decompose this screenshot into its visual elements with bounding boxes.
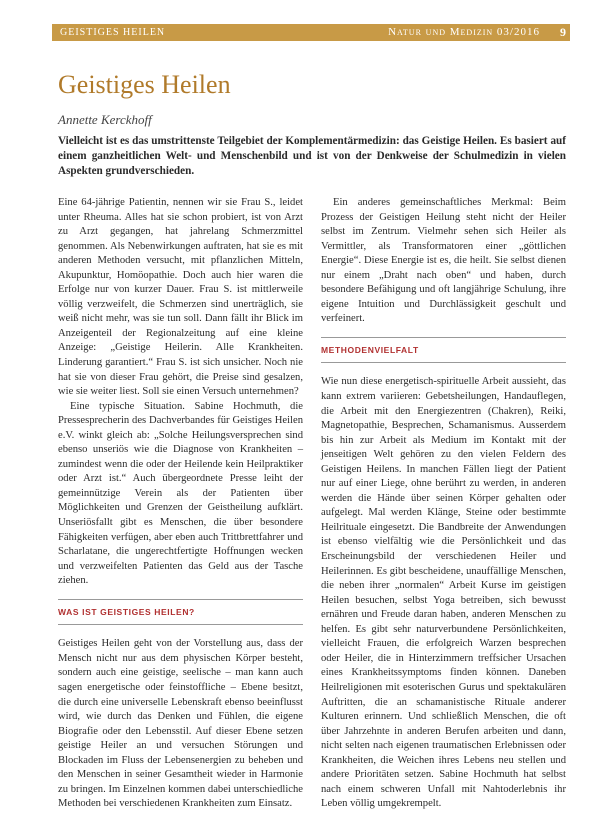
article-lead: Vielleicht ist es das umstrittenste Teilgebiet der Komplementärmedizin: das Geistige Heilen. Es basiert auf einem ganzheitlichen Welt- und Menschenbild und ist von der Denkweise der Schulmedizin in vielen Aspekten grundverschieden. bbox=[58, 135, 566, 178]
paragraph: Ein anderes gemeinschaftliches Merkmal: Beim Prozess der Geistigen Heilung steht nicht der Heiler selbst im Zentrum. Vielmehr sehen sich Heiler als Vermittler, als Transformatoren einer „göttlichen Energie“. Diese Energie ist es, die heilt. Sie selbst dienen nur einem „Draht nach oben“ und haben, durch besondere Befähigung und oft langjährige Schulung, ihre eigene Intuition und Durchlässigkeit geschult und verfeinert. bbox=[321, 197, 566, 325]
paragraph: Wie nun diese energetisch-spirituelle Arbeit aussieht, das kann extrem variieren: Gebetsheilungen, Handauflegen, die Arbeit mit den Energiezentren (Chakren), Reiki, Magnetopathie, Besprechen, Schamanismus. Ausserdem bis hin zur Arbeit als Medium im Kontakt mit der jenseitigen Welt gehören zu den vielen Feldern des Geistigen Heilens. In manchen Fällen liegt der Patient nur auf einer Liege, ohne berührt zu werden, in anderen werden die Hände über seinen Körper gehalten oder aufgelegt. Mal werden Klänge, Steine oder bestimmte Heilrituale eingesetzt. Die Bandbreite der Anwendungen ist ebenso vielfältig wie die Persönlichkeit und das Erscheinungsbild der verschiedenen Heiler und Heilerinnen. Es gibt bescheidene, unauffällige Menschen, die neben ihrer „normalen“ Arbeit Kurse im geistigen Heilen besuchen, selbst Yoga betreiben, sich bewusst ernähren und Freude daran haben, anderen Menschen zu helfen. Es gibt sehr naturverbundene Persönlichkeiten, vielleicht Frauen, die erfolgreich Warzen besprechen oder Heiler, die in Hinterzimmern treffsicher Ursachen eines Krankheitssymptoms finden können. Daneben Heilreligionen mit esoterischen Gurus und spektakulären Auftritten, die an schamanistische Rituale anderer Kulturen erinnern. Und schließlich Menschen, die oft über Jahrzehnte in anderen Berufen arbeiten und dann, nicht selten nach eigenen traumatischen Erlebnissen oder Krankheiten, die Weichen ihres Lebens neu stellen und andere Prioritäten setzen. Sabine Hochmuth hat selbst nach einem schweren Unfall mit Nahtoderlebnis ihr Leben völlig umgekrempelt. bbox=[321, 376, 566, 810]
text-column-right bbox=[321, 196, 566, 812]
article-title: Geistiges Heilen bbox=[58, 70, 231, 99]
text-column-left bbox=[58, 196, 303, 812]
article-author: Annette Kerckhoff bbox=[58, 112, 152, 127]
page-number: 9 bbox=[560, 25, 566, 39]
paragraph: Eine typische Situation. Sabine Hochmuth, die Pressesprecherin des Dachverbandes für Geistiges Heilen e.V. winkt gleich ab: „Solche Heilungsversprechen sind ebenso unseriös wie die Diagnose von Krankheiten – zumindest wenn die oder der Heilende kein Heilpraktiker oder Arzt ist.“ Auch übergeordnete Presse leiht der gemeinnützige Verein als der Patienten über Möglichkeiten und Grenzen der Geistheilung aufklärt. Unseriösfallt gibt es Menschen, die über besondere Fähigkeiten verfügen, aber eben auch Trittbrettfahrer und Scharlatane, die ungerechtfertigte Hoffnungen wecken und verzweifelten Patienten das Geld aus der Tasche ziehen. bbox=[58, 400, 303, 587]
section-heading: WAS IST GEISTIGES HEILEN? bbox=[58, 599, 303, 626]
paragraph: Eine 64-jährige Patientin, nennen wir sie Frau S., leidet unter Rheuma. Alles hat sie schon probiert, ist von Arzt zu Arzt gegangen, hat jahrelang Schmerzmittel genommen. Als Nebenwirkungen auftraten, hat sie es mit anderen Methoden versucht, mit pflanzlichen Mitteln, Akupunktur, Homöopathie. Doch auch hier waren die Erfolge nur von kurzer Dauer. Frau S. ist mittlerweile völlig verzweifelt, die Schmerzen sind unerträglich, sie weiß nicht mehr, was sie tun soll. Dann fällt ihr Blick im Anzeigenteil der Regionalzeitung auf eine kleine Anzeige: „Geistige Heilerin. Alle Krankheiten. Linderung garantiert.“ Frau S. ist sich unsicher. Noch nie hat sie von dieser Frau gehört, die Preise sind gesalzen, wie sie weiter liest. Soll sie einen Versuch unternehmen? bbox=[58, 197, 303, 398]
section-heading: METHODENVIELFALT bbox=[321, 337, 566, 364]
running-header bbox=[52, 24, 570, 41]
section-label: GEISTIGES HEILEN bbox=[60, 27, 166, 38]
paragraph: Geistiges Heilen geht von der Vorstellung aus, dass der Mensch nicht nur aus dem physischen Körper besteht, sondern auch eine geistige, seelische – man kann auch sagen energetische oder feinstoffliche – Ebene besitzt, die durch eine universelle Lebenskraft ebenso beeinflusst wird, wie durch das Denken und Fühlen, die eigene Biografie oder den Lebensstil. Auf dieser Ebene setzen geistige Heiler an und versuchen Störungen und Blockaden im Fluss der Lebensenergien zu beheben und den Menschen in seiner Gesamtheit wieder in Harmonie zu bringen. Im Einzelnen kommen dabei unterschiedliche Methoden bei verschiedenen Krankheiten zum Einsatz. bbox=[58, 638, 303, 810]
journal-issue: Natur und Medizin 03/2016 bbox=[388, 26, 540, 38]
